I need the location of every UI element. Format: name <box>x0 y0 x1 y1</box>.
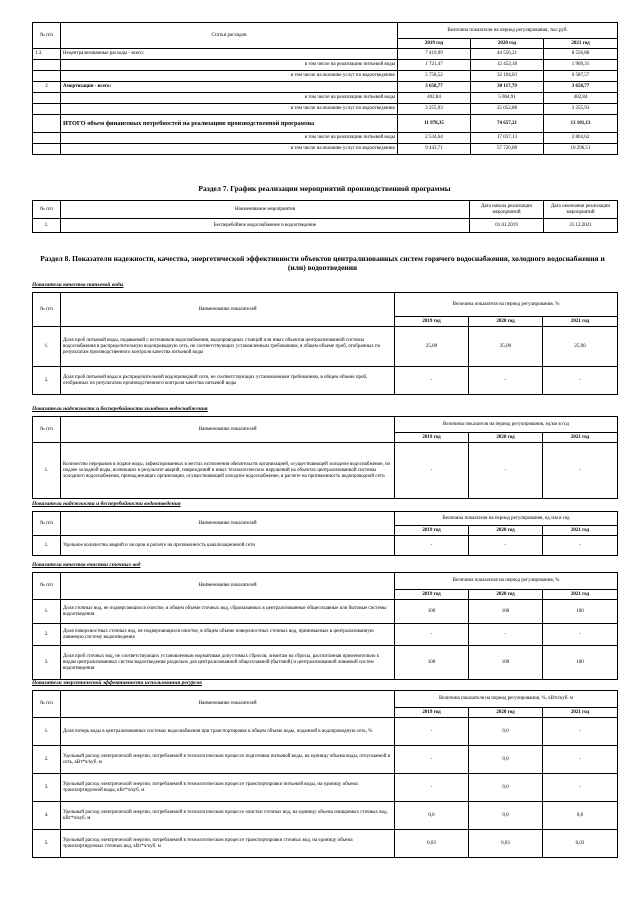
year-header: 2020 год <box>469 708 543 718</box>
row-value: 1 721,47 <box>398 60 471 71</box>
col-header-name: Наименование показателей <box>61 691 395 718</box>
row-value: 100 <box>543 646 618 680</box>
table-row <box>33 718 618 746</box>
row-num <box>33 104 61 115</box>
row-num: 4. <box>33 802 61 830</box>
year-header: 2020 год <box>469 590 543 600</box>
row-name: Доля сточных вод, не подвергающихся очистке, в общем объеме сточных вод, сбрасываемых в централизованные общесплавные или бытовые системы водоотведения <box>61 600 395 624</box>
table-row <box>33 830 618 858</box>
row-num: 1. <box>33 327 61 367</box>
table-row <box>33 49 618 60</box>
year-header: 2019 год <box>398 39 471 49</box>
row-value: - <box>395 443 469 499</box>
row-value: 25,00 <box>543 327 618 367</box>
row-value: 0,03 <box>469 830 543 858</box>
row-value: 11 978,35 <box>398 115 471 133</box>
row-value: 2 534,64 <box>398 133 471 144</box>
row-num: 3. <box>33 774 61 802</box>
row-name: в том числе на реализацию питьевой воды <box>61 93 398 104</box>
row-value: - <box>543 774 618 802</box>
reliability-wastewater-title: Показатели надежности и бесперебойности водоотведения <box>32 501 181 507</box>
row-value: 100 <box>469 646 543 680</box>
col-header-num: № п/п <box>33 23 61 49</box>
reliability-wastewater-table <box>32 511 618 556</box>
table-row-total <box>33 115 618 133</box>
row-value: - <box>469 536 543 556</box>
row-value: 10 296,51 <box>544 144 618 155</box>
quality-water-table <box>32 292 618 395</box>
row-num: 1. <box>33 600 61 624</box>
row-name: в том числе на реализацию питьевой воды <box>61 60 398 71</box>
row-value: 5 758,52 <box>398 71 471 82</box>
col-header-num: № п/п <box>33 512 61 536</box>
row-value: 32 104,03 <box>471 71 544 82</box>
table-row <box>33 774 618 802</box>
row-value: - <box>395 746 469 774</box>
row-value: 3 255,93 <box>544 104 618 115</box>
col-header-name: Статьи расходов <box>61 23 398 49</box>
col-header-group: Величина показателя на период регулирования, % <box>395 573 618 590</box>
row-value: 30 117,79 <box>471 82 544 93</box>
table-row <box>33 746 618 774</box>
col-header-name: Наименование показателей <box>61 573 395 600</box>
table-row <box>33 624 618 646</box>
row-value: 6 587,57 <box>544 71 618 82</box>
table-row <box>33 443 618 499</box>
row-value: 25 052,88 <box>471 104 544 115</box>
energy-efficiency-table <box>32 690 618 858</box>
table-row <box>33 219 618 233</box>
row-value: 0,03 <box>395 830 469 858</box>
row-value: 0,0 <box>395 802 469 830</box>
row-value: 402,84 <box>544 93 618 104</box>
row-value: 8 556,88 <box>544 49 618 60</box>
row-value: 1 969,31 <box>544 60 618 71</box>
row-value: 100 <box>469 600 543 624</box>
col-header-end: Дата окончания реализации мероприятий <box>544 201 618 219</box>
row-name: Удельный расход электрической энергии, потребляемой в технологическом процессе транспортировки питьевой воды, на единицу объема транспортируемой воды, кВт*ч/куб. м <box>61 774 395 802</box>
col-header-num: № п/п <box>33 691 61 718</box>
row-value: 100 <box>395 600 469 624</box>
row-value: - <box>543 367 618 395</box>
row-num <box>33 144 61 155</box>
row-value: 0,03 <box>543 830 618 858</box>
row-name: Доля поверхностных сточных вод, не подвергающихся очистке, в общем объеме поверхностных сточных вод, принимаемых в централизованную ливневую систему водоотведения <box>61 624 395 646</box>
row-num: 2. <box>33 624 61 646</box>
row-value: 25,00 <box>395 327 469 367</box>
reliability-water-table <box>32 416 618 499</box>
table-row <box>33 600 618 624</box>
row-value: 0,0 <box>469 802 543 830</box>
row-value: 74 657,21 <box>471 115 544 133</box>
table-row <box>33 82 618 93</box>
row-value: 3 658,77 <box>544 82 618 93</box>
row-num: 1. <box>33 219 61 233</box>
row-name: Доля потерь воды в централизованных системах водоснабжения при транспортировке в общем объеме воды, поданной в водопроводную сеть, % <box>61 718 395 746</box>
row-num: 1.3. <box>33 49 61 60</box>
year-header: 2021 год <box>543 590 618 600</box>
quality-water-title: Показатели качества питьевой воды <box>32 282 124 288</box>
row-name: Удельное количество аварий и засоров в расчете на протяженность канализационной сети <box>61 536 395 556</box>
row-value: 0,0 <box>469 746 543 774</box>
year-header: 2019 год <box>395 708 469 718</box>
col-header-num: № п/п <box>33 293 61 327</box>
row-name: Бесперебойное водоснабжение и водоотведение <box>61 219 470 233</box>
col-header-group: Величина показателя на период регулирования, %, кВтч/куб. м <box>395 691 618 708</box>
row-num: 5. <box>33 830 61 858</box>
year-header: 2020 год <box>471 39 544 49</box>
col-header-group: Величина показателя на период регулирования, ед/км в год <box>395 417 618 433</box>
row-value: - <box>395 624 469 646</box>
table-row <box>33 60 618 71</box>
col-header-num: № п/п <box>33 417 61 443</box>
row-name: Доля проб питьевой воды, подаваемой с источников водоснабжения, водопроводных станций или иных объектов централизованной системы водоснабжения в распределительную водопроводную сеть, не соответствующих установленным требованиям, в общем объеме проб, отобранных по результатам производственного контроля качества питьевой воды <box>61 327 395 367</box>
reliability-water-title: Показатели надежности и бесперебойности холодного водоснабжения <box>32 406 208 412</box>
row-name: Нецентрализованные расходы - всего: <box>61 49 398 60</box>
row-value: 5 064,91 <box>471 93 544 104</box>
row-name: в том числе на реализацию питьевой воды <box>61 133 398 144</box>
year-header: 2021 год <box>544 39 618 49</box>
row-value: 0,0 <box>469 774 543 802</box>
year-header: 2020 год <box>469 433 543 443</box>
row-value: 402,84 <box>398 93 471 104</box>
row-value: 7 419,99 <box>398 49 471 60</box>
row-value: 0,0 <box>543 802 618 830</box>
row-value: - <box>543 624 618 646</box>
expenses-table <box>32 22 618 155</box>
row-value: - <box>395 536 469 556</box>
row-num: 1. <box>33 536 61 556</box>
row-value: - <box>469 443 543 499</box>
table-row <box>33 144 618 155</box>
row-value: 3 255,93 <box>398 104 471 115</box>
row-name: Доля проб питьевой воды в распределительной водопроводной сети, не соответствующих установленным требованиям, в общем объеме проб, отобранных по результатам производственного контроля качества питьевой воды <box>61 367 395 395</box>
row-num: 3. <box>33 646 61 680</box>
row-end: 31.12.2021 <box>544 219 618 233</box>
energy-efficiency-title: Показатели энергетической эффективности использования ресурсов <box>32 680 202 686</box>
year-header: 2019 год <box>395 433 469 443</box>
row-num <box>33 71 61 82</box>
col-header-name: Наименование показателей <box>61 417 395 443</box>
row-num <box>33 115 61 133</box>
row-name: Удельный расход электрической энергии, потребляемой в технологическом процессе очистки сточных вод, на единицу объема очищаемых сточных вод, кВт*ч/куб. м <box>61 802 395 830</box>
table-row <box>33 93 618 104</box>
row-value: 17 037,13 <box>471 133 544 144</box>
col-header-group: Величина показателя на период регулирования, тыс.руб. <box>398 23 618 39</box>
row-num: 2 <box>33 82 61 93</box>
schedule-table <box>32 200 618 233</box>
row-name: Количество перерывов в подаче воды, зафиксированных в местах исполнения обязательств организацией, осуществляющей холодное водоснабжение, по подаче холодной воды, возникших в результате аварий, повреждений и иных технологических нарушений на объектах централизованной системы холодного водоснабжения, принадлежащих организации, осуществляющей холодное водоснабжение, в расчете на протяженность водопроводной сети <box>61 443 395 499</box>
table-row <box>33 71 618 82</box>
row-value: 9 443,71 <box>398 144 471 155</box>
row-name: ИТОГО объем финансовых потребностей на реализацию производственной программы <box>61 115 398 133</box>
row-name: Доля проб сточных вод, не соответствующих установленным нормативам допустимых сбросов, лимитам на сбросы, рассчитанная применительно к видам централизованных систем водоотведения раздельно для централизованной общесплавной (бытовой) и централизованной ливневой систем водоотведения <box>61 646 395 680</box>
section-8-title: Раздел 8. Показатели надежности, качества, энергетической эффективности объектов централизованных систем горячего водоснабжения, холодного водоснабжения и (или) водоотведения <box>40 254 605 272</box>
row-num: 1. <box>33 443 61 499</box>
row-value: - <box>543 718 618 746</box>
section-7-title: Раздел 7. График реализации мероприятий производственной программы <box>198 184 451 193</box>
row-value: 3 658,77 <box>398 82 471 93</box>
year-header: 2019 год <box>395 590 469 600</box>
row-num: 1. <box>33 718 61 746</box>
row-num: 2. <box>33 746 61 774</box>
row-name: Удельный расход электрической энергии, потребляемой в технологическом процессе транспортировки сточных вод, на единицу объема транспортируемых сточных вод, кВт*ч/куб. м <box>61 830 395 858</box>
table-row <box>33 327 618 367</box>
wastewater-quality-title: Показатели качества очистки сточных вод <box>32 562 141 568</box>
row-name: в том числе на оказание услуг по водоотведению <box>61 71 398 82</box>
row-value: 13 101,13 <box>544 115 618 133</box>
row-value: - <box>395 367 469 395</box>
row-value: - <box>543 443 618 499</box>
col-header-name: Наименование показателей <box>61 293 395 327</box>
year-header: 2020 год <box>469 526 543 536</box>
year-header: 2021 год <box>543 317 618 327</box>
row-value: 25,00 <box>469 327 543 367</box>
year-header: 2021 год <box>543 526 618 536</box>
row-name: в том числе на оказание услуг по водоотведению <box>61 104 398 115</box>
col-header-name: Наименование показателей <box>61 512 395 536</box>
row-name: в том числе на оказание услуг по водоотведению <box>61 144 398 155</box>
col-header-start: Дата начала реализации мероприятий <box>470 201 544 219</box>
row-name: Удельный расход электрической энергии, потребляемой в технологическом процессе подготовки питьевой воды, на единицу объема воды, отпускаемой в сеть, кВт*ч/куб. м <box>61 746 395 774</box>
year-header: 2020 год <box>469 317 543 327</box>
row-value: 12 452,18 <box>471 60 544 71</box>
row-value: 2 804,62 <box>544 133 618 144</box>
row-value: - <box>543 746 618 774</box>
col-header-num: № п/п <box>33 201 61 219</box>
row-value: 0,0 <box>469 718 543 746</box>
year-header: 2021 год <box>543 433 618 443</box>
wastewater-quality-table <box>32 572 618 680</box>
row-value: 44 556,21 <box>471 49 544 60</box>
row-value: 100 <box>395 646 469 680</box>
row-value: - <box>395 718 469 746</box>
col-header-num: № п/п <box>33 573 61 600</box>
table-row <box>33 104 618 115</box>
year-header: 2021 год <box>543 708 618 718</box>
row-value: 57 720,08 <box>471 144 544 155</box>
table-row <box>33 646 618 680</box>
row-num <box>33 60 61 71</box>
row-value: - <box>469 624 543 646</box>
table-row <box>33 802 618 830</box>
col-header-group: Величина показателя на период регулирования, % <box>395 293 618 317</box>
row-value: - <box>469 367 543 395</box>
table-row <box>33 367 618 395</box>
col-header-name: Наименование мероприятия <box>61 201 470 219</box>
year-header: 2019 год <box>395 526 469 536</box>
col-header-group: Величина показателя на период регулирования, ед./км в год <box>395 512 618 526</box>
table-row <box>33 133 618 144</box>
row-num: 2. <box>33 367 61 395</box>
row-num <box>33 133 61 144</box>
year-header: 2019 год <box>395 317 469 327</box>
row-value: 100 <box>543 600 618 624</box>
row-value: - <box>543 536 618 556</box>
row-num <box>33 93 61 104</box>
table-row <box>33 536 618 556</box>
row-start: 01.01.2019 <box>470 219 544 233</box>
row-name: Амортизация - всего: <box>61 82 398 93</box>
row-value: - <box>395 774 469 802</box>
